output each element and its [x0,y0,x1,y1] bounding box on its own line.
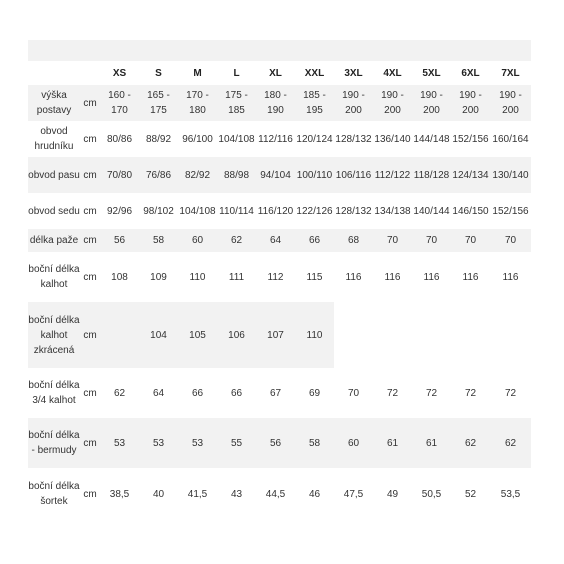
value-cell: 105 [178,302,217,368]
measurement-label: boční délka kalhot zkrácená [28,302,80,368]
size-header: M [193,67,202,79]
size-header: 5XL [422,67,441,79]
size-chart [28,40,530,520]
value-cell: 66 [295,229,334,252]
value-cell: 62 [451,418,490,468]
value-cell: 100/110 [295,157,334,193]
size-header: 7XL [501,67,520,79]
measurement-label: boční délka šortek [28,468,80,520]
value-cell: 70 [412,229,451,252]
value-cell: 175 - 185 [217,85,256,121]
unit-cell: cm [80,193,100,229]
unit-cell: cm [80,252,100,302]
size-table [28,40,531,520]
value-cell: 70 [490,229,531,252]
size-header: L [233,67,240,79]
unit-cell: cm [80,121,100,157]
value-cell: 190 - 200 [412,85,451,121]
value-cell: 72 [490,368,531,418]
value-cell: 152/156 [451,121,490,157]
value-cell: 66 [217,368,256,418]
value-cell: 40 [139,468,178,520]
value-cell: 98/102 [139,193,178,229]
value-cell: 128/132 [334,121,373,157]
unit-cell: cm [80,85,100,121]
table-row [28,468,531,520]
unit-cell: cm [80,157,100,193]
value-cell: 140/144 [412,193,451,229]
value-cell: 130/140 [490,157,531,193]
table-row [28,418,531,468]
value-cell: 112/122 [373,157,412,193]
value-cell: 116 [490,252,531,302]
value-cell: 110 [178,252,217,302]
value-cell: 76/86 [139,157,178,193]
value-cell: 80/86 [100,121,139,157]
top-strip [28,40,531,61]
value-cell: 61 [412,418,451,468]
unit-cell: cm [80,368,100,418]
table-row [28,229,531,252]
value-cell: 118/128 [412,157,451,193]
value-cell [451,302,490,368]
value-cell: 88/92 [139,121,178,157]
value-cell: 146/150 [451,193,490,229]
value-cell: 136/140 [373,121,412,157]
value-cell: 134/138 [373,193,412,229]
value-cell: 58 [139,229,178,252]
value-cell: 165 - 175 [139,85,178,121]
table-row [28,193,531,229]
size-header-row [28,61,531,85]
table-row [28,121,531,157]
size-header: XXL [304,67,325,79]
value-cell: 190 - 200 [373,85,412,121]
value-cell: 104/108 [217,121,256,157]
size-header: XS [112,67,127,79]
value-cell: 49 [373,468,412,520]
value-cell: 55 [217,418,256,468]
value-cell: 62 [217,229,256,252]
measurement-label: výška postavy [28,85,80,121]
value-cell: 70 [373,229,412,252]
unit-cell: cm [80,302,100,368]
value-cell: 60 [178,229,217,252]
value-cell: 190 - 200 [490,85,531,121]
value-cell: 62 [100,368,139,418]
value-cell [373,302,412,368]
size-header: S [155,67,162,79]
value-cell: 111 [217,252,256,302]
value-cell: 108 [100,252,139,302]
value-cell: 64 [139,368,178,418]
value-cell: 67 [256,368,295,418]
size-header: XL [269,67,282,79]
unit-cell: cm [80,418,100,468]
value-cell: 104/108 [178,193,217,229]
value-cell: 53 [139,418,178,468]
value-cell [412,302,451,368]
value-cell: 69 [295,368,334,418]
value-cell: 60 [334,418,373,468]
value-cell: 47,5 [334,468,373,520]
value-cell: 72 [451,368,490,418]
value-cell: 116 [334,252,373,302]
table-row [28,85,531,121]
value-cell: 112 [256,252,295,302]
value-cell: 44,5 [256,468,295,520]
value-cell: 106 [217,302,256,368]
value-cell: 152/156 [490,193,531,229]
value-cell: 92/96 [100,193,139,229]
value-cell: 128/132 [334,193,373,229]
measurement-label: boční délka kalhot [28,252,80,302]
value-cell: 106/116 [334,157,373,193]
value-cell: 70/80 [100,157,139,193]
value-cell: 62 [490,418,531,468]
value-cell: 41,5 [178,468,217,520]
table-row [28,302,531,368]
measurement-label: obvod hrudníku [28,121,80,157]
size-header: 6XL [461,67,480,79]
value-cell [100,302,139,368]
size-header: 4XL [383,67,402,79]
value-cell: 56 [256,418,295,468]
table-row [28,368,531,418]
value-cell [334,302,373,368]
value-cell: 72 [412,368,451,418]
table-row [28,157,531,193]
measurement-label: boční délka - bermudy [28,418,80,468]
value-cell: 56 [100,229,139,252]
value-cell: 64 [256,229,295,252]
measurement-label: boční délka 3/4 kalhot [28,368,80,418]
value-cell: 53 [100,418,139,468]
value-cell: 116 [451,252,490,302]
value-cell: 107 [256,302,295,368]
value-cell: 170 - 180 [178,85,217,121]
value-cell: 190 - 200 [334,85,373,121]
value-cell: 110 [295,302,334,368]
unit-header-cell [80,61,100,85]
value-cell: 144/148 [412,121,451,157]
table-row [28,252,531,302]
value-cell: 53,5 [490,468,531,520]
value-cell: 120/124 [295,121,334,157]
value-cell: 122/126 [295,193,334,229]
value-cell: 112/116 [256,121,295,157]
value-cell: 116 [373,252,412,302]
value-cell: 124/134 [451,157,490,193]
value-cell: 116/120 [256,193,295,229]
value-cell: 88/98 [217,157,256,193]
measurement-label: obvod sedu [28,193,80,229]
value-cell: 116 [412,252,451,302]
value-cell: 94/104 [256,157,295,193]
value-cell: 160 - 170 [100,85,139,121]
value-cell: 53 [178,418,217,468]
value-cell: 52 [451,468,490,520]
value-cell: 185 - 195 [295,85,334,121]
value-cell: 160/164 [490,121,531,157]
value-cell [490,302,531,368]
value-cell: 82/92 [178,157,217,193]
measurement-label: délka paže [28,229,80,252]
corner-cell [28,61,80,85]
value-cell: 50,5 [412,468,451,520]
value-cell: 68 [334,229,373,252]
measurement-label: obvod pasu [28,157,80,193]
value-cell: 38,5 [100,468,139,520]
value-cell: 110/114 [217,193,256,229]
value-cell: 43 [217,468,256,520]
value-cell: 66 [178,368,217,418]
value-cell: 70 [451,229,490,252]
value-cell: 96/100 [178,121,217,157]
unit-cell: cm [80,229,100,252]
value-cell: 58 [295,418,334,468]
value-cell: 72 [373,368,412,418]
value-cell: 115 [295,252,334,302]
size-header: 3XL [344,67,363,79]
value-cell: 190 - 200 [451,85,490,121]
unit-cell: cm [80,468,100,520]
value-cell: 180 - 190 [256,85,295,121]
value-cell: 109 [139,252,178,302]
value-cell: 46 [295,468,334,520]
value-cell: 104 [139,302,178,368]
value-cell: 61 [373,418,412,468]
value-cell: 70 [334,368,373,418]
